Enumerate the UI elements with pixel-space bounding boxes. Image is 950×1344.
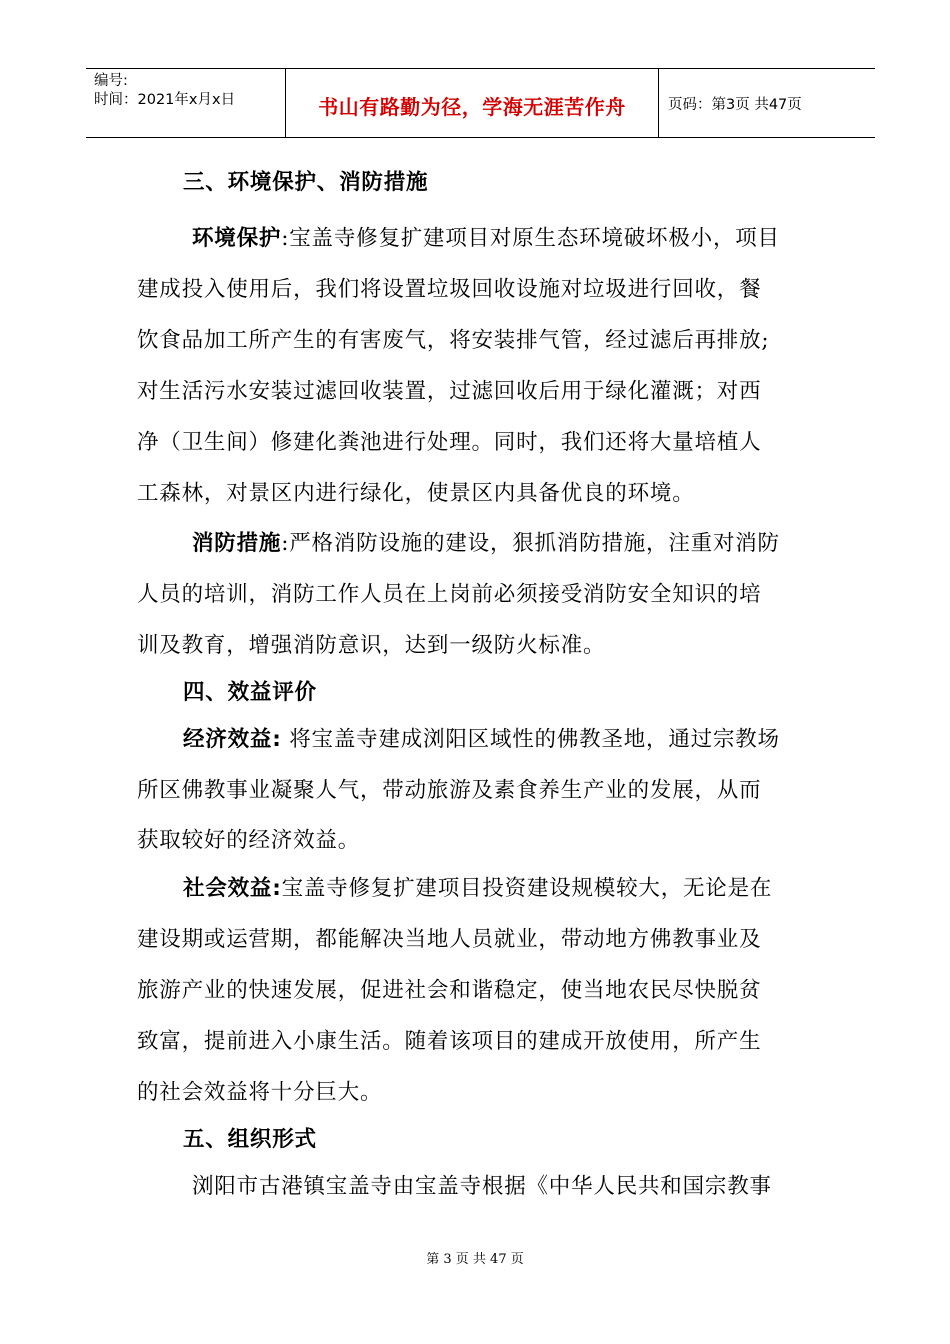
paragraph-line: 训及教育，增强消防意识，达到一级防火标准。 [137,633,606,658]
header-divider [658,69,659,137]
page-header [86,68,875,138]
paragraph-line: 获取较好的经济效益。 [137,828,361,853]
section-heading: 三、环境保护、消防措施 [183,170,429,195]
paragraph-line: 的社会效益将十分巨大。 [137,1080,383,1105]
section-heading: 四、效益评价 [183,680,317,705]
paragraph-line: 浏阳市古港镇宝盖寺由宝盖寺根据《中华人民共和国宗教事 [192,1174,772,1199]
paragraph-line: 旅游产业的快速发展，促进社会和谐稳定，使当地农民尽快脱贫 [137,978,762,1003]
paragraph-line: 社会效益:宝盖寺修复扩建项目投资建设规模较大，无论是在 [183,876,773,901]
paragraph-label: 消防措施 [192,531,282,556]
header-page-info: 页码：第3页 共47页 [668,97,802,113]
header-motto: 书山有路勤为径，学海无涯苦作舟 [318,95,626,119]
paragraph-label: 社会效益: [183,876,282,901]
page-footer: 第 3 页 共 47 页 [426,1252,524,1267]
paragraph-line: 工森林，对景区内进行绿化，使景区内具备优良的环境。 [137,481,695,506]
section-heading: 五、组织形式 [183,1127,317,1152]
paragraph-line: 人员的培训，消防工作人员在上岗前必须接受消防安全知识的培 [137,582,762,607]
paragraph-line: 经济效益: 将宝盖寺建成浏阳区域性的佛教圣地，通过宗教场 [183,727,780,752]
paragraph-line: 饮食品加工所产生的有害废气，将安装排气管，经过滤后再排放; [137,328,770,353]
document-time: 时间：2021年x月x日 [94,92,236,108]
paragraph-label: 经济效益: [183,727,282,752]
paragraph-label: 环境保护 [192,226,282,251]
paragraph-line: 建设期或运营期，都能解决当地人员就业，带动地方佛教事业及 [137,927,762,952]
paragraph-line: 所区佛教事业凝聚人气，带动旅游及素食养生产业的发展，从而 [137,778,762,803]
paragraph-line: 消防措施:严格消防设施的建设，狠抓消防措施，注重对消防 [192,531,780,556]
header-meta [94,72,235,110]
paragraph-line: 对生活污水安装过滤回收装置，过滤回收后用于绿化灌溉；对西 [137,379,762,404]
document-number-label: 编号: [94,73,128,89]
paragraph-line: 净（卫生间）修建化粪池进行处理。同时，我们还将大量培植人 [137,430,762,455]
paragraph-line: 建成投入使用后，我们将设置垃圾回收设施对垃圾进行回收，餐 [137,277,762,302]
paragraph-line: 致富，提前进入小康生活。随着该项目的建成开放使用，所产生 [137,1029,762,1054]
paragraph-line: 环境保护:宝盖寺修复扩建项目对原生态环境破坏极小，项目 [192,226,780,251]
